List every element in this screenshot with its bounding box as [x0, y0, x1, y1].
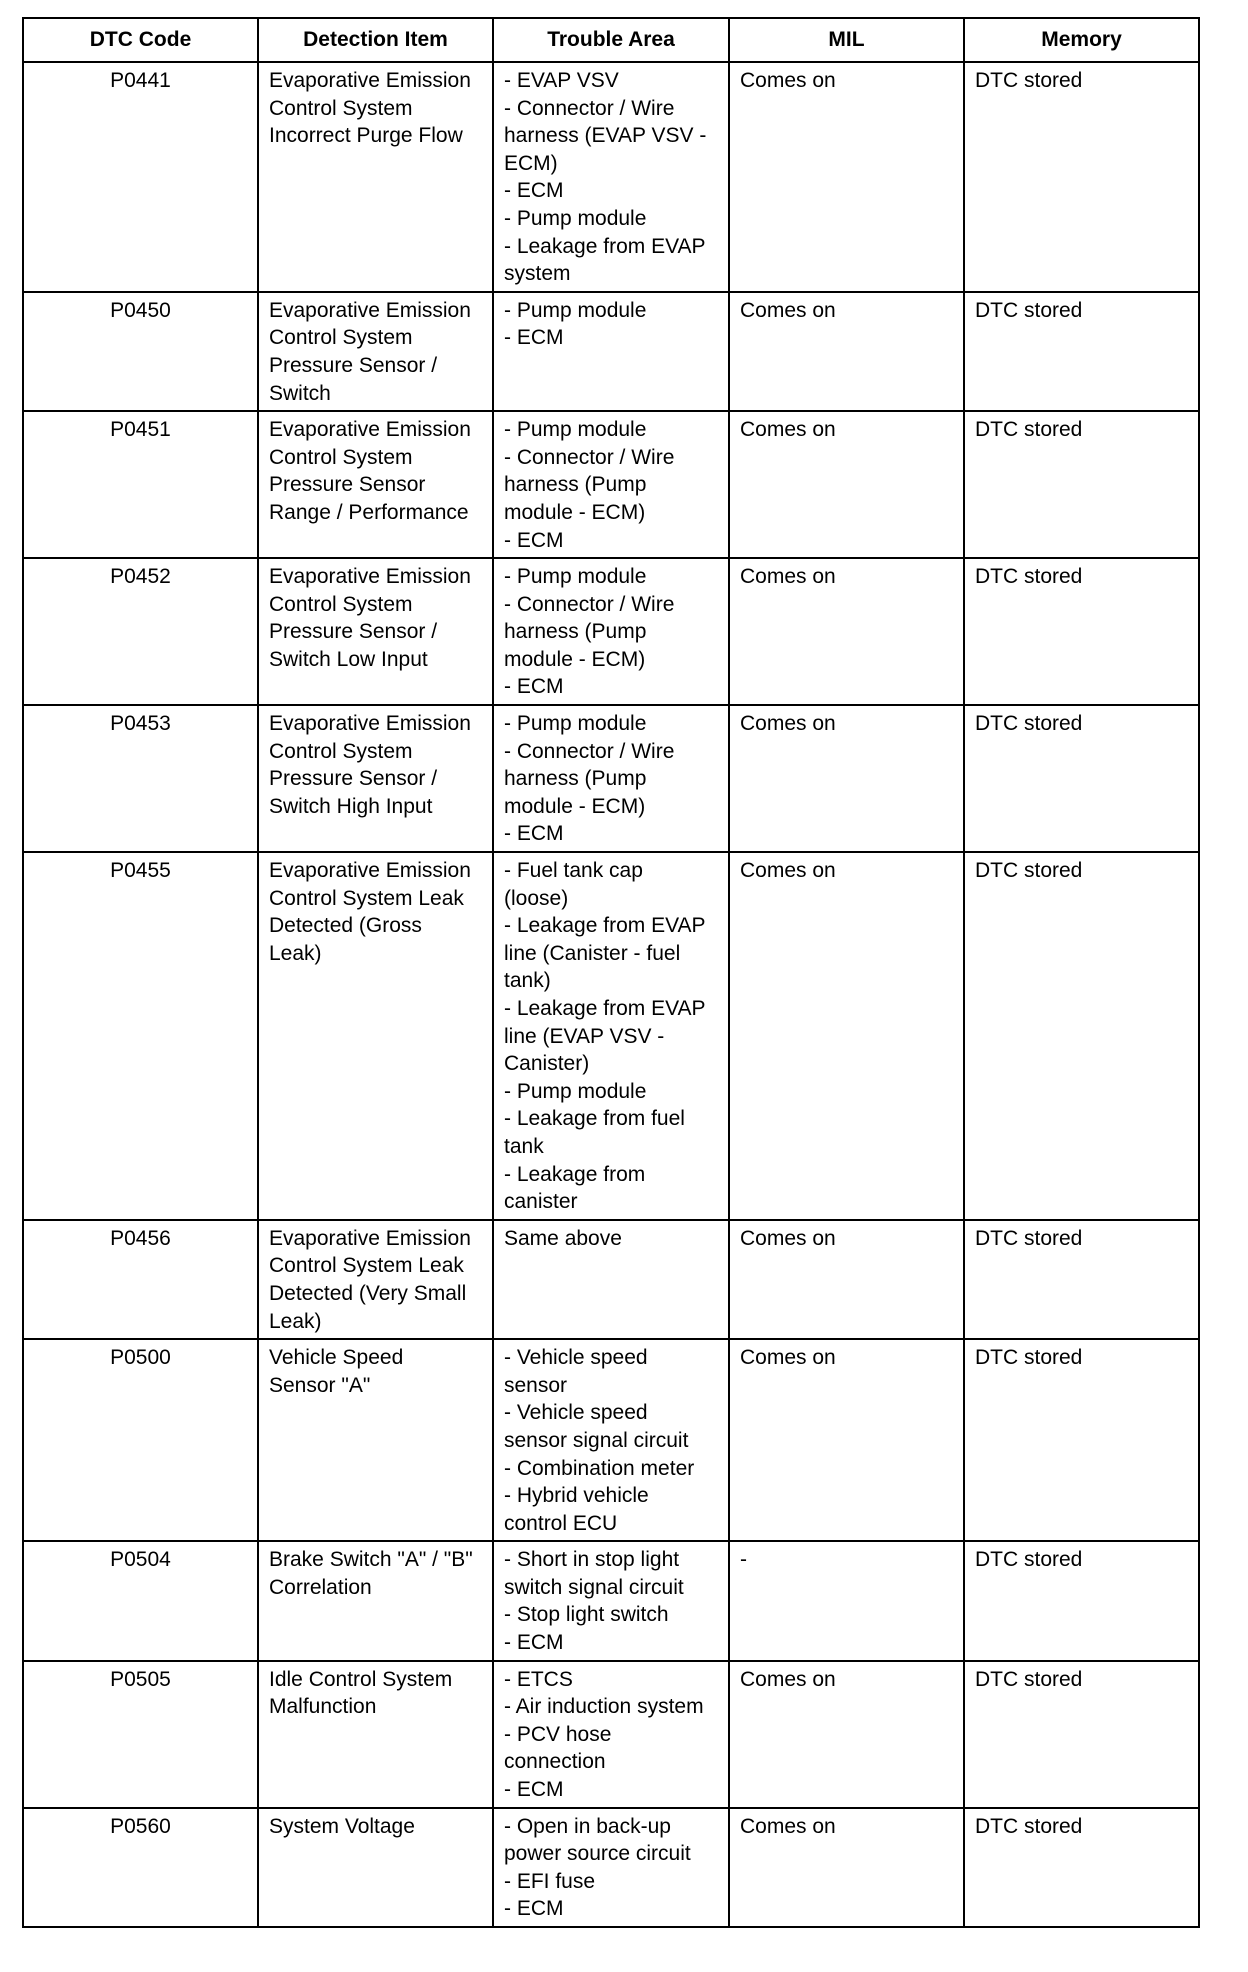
trouble-area-line: sensor	[504, 1373, 568, 1397]
table-row	[23, 705, 1199, 852]
detection-item-line: Control System Leak	[269, 886, 464, 910]
trouble-area-line: switch signal circuit	[504, 1575, 684, 1599]
dtc-code: P0455	[110, 859, 171, 883]
trouble-area-line: - Pump module	[504, 712, 647, 736]
detection-item-line: Evaporative Emission	[269, 1226, 471, 1250]
trouble-area-cell	[493, 292, 729, 411]
memory-cell	[964, 1808, 1199, 1927]
dtc-code: P0504	[110, 1548, 171, 1572]
dtc-code-cell	[23, 1661, 258, 1808]
trouble-area-cell	[493, 1220, 729, 1339]
trouble-area-cell	[493, 705, 729, 852]
memory-value: DTC stored	[975, 69, 1083, 92]
mil-cell	[729, 705, 964, 852]
detection-item-cell	[258, 1808, 493, 1927]
trouble-area-line: tank)	[504, 969, 551, 993]
mil-value: Comes on	[740, 565, 836, 589]
detection-item-cell	[258, 1220, 493, 1339]
trouble-area-line: connection	[504, 1750, 606, 1774]
memory-value: DTC stored	[975, 1814, 1083, 1838]
header-trouble-area: Trouble Area	[493, 18, 729, 62]
dtc-code: P0453	[110, 712, 171, 736]
detection-item-cell	[258, 1339, 493, 1541]
trouble-area-cell	[493, 411, 729, 558]
detection-item-line: Correlation	[269, 1575, 372, 1599]
trouble-area-line: power source circuit	[504, 1842, 691, 1866]
trouble-area-line: line (EVAP VSV -	[504, 1024, 665, 1048]
mil-value: Comes on	[740, 69, 836, 92]
trouble-area-line: - Vehicle speed	[504, 1401, 648, 1425]
trouble-area-line: harness (Pump	[504, 473, 647, 497]
dtc-code-cell	[23, 411, 258, 558]
detection-item-line: Incorrect Purge Flow	[269, 124, 463, 148]
dtc-code: P0456	[110, 1226, 171, 1250]
memory-value: DTC stored	[975, 418, 1083, 442]
trouble-area-line: - ETCS	[504, 1667, 573, 1691]
detection-item-line: Sensor "A"	[269, 1373, 371, 1397]
trouble-area-line: - Open in back-up	[504, 1814, 671, 1838]
memory-value: DTC stored	[975, 298, 1083, 322]
detection-item-line: System Voltage	[269, 1814, 415, 1838]
trouble-area-line: - Short in stop light	[504, 1548, 680, 1572]
detection-item-line: Evaporative Emission	[269, 859, 471, 883]
memory-cell	[964, 558, 1199, 705]
trouble-area-line: harness (Pump	[504, 767, 647, 791]
detection-item-line: Pressure Sensor /	[269, 767, 438, 791]
detection-item-line: Switch	[269, 381, 331, 405]
mil-cell	[729, 852, 964, 1220]
detection-item-line: Pressure Sensor /	[269, 353, 438, 377]
header-row	[23, 18, 1199, 62]
trouble-area-cell	[493, 1541, 729, 1660]
trouble-area-line: - Pump module	[504, 298, 647, 322]
trouble-area-line: - Connector / Wire	[504, 592, 675, 616]
trouble-area-line: - Leakage from	[504, 1162, 646, 1186]
trouble-area-line: ECM)	[504, 151, 558, 175]
detection-item-line: Detected (Gross	[269, 914, 422, 938]
trouble-area-line: - Combination meter	[504, 1456, 695, 1480]
detection-item-line: Evaporative Emission	[269, 565, 471, 589]
mil-cell	[729, 1808, 964, 1927]
detection-item-cell	[258, 411, 493, 558]
dtc-table	[22, 17, 1200, 1928]
dtc-code-cell	[23, 1339, 258, 1541]
mil-cell	[729, 558, 964, 705]
detection-item-line: Malfunction	[269, 1695, 377, 1719]
mil-value: Comes on	[740, 1226, 836, 1250]
detection-item-line: Evaporative Emission	[269, 298, 471, 322]
memory-cell	[964, 705, 1199, 852]
detection-item-line: Evaporative Emission	[269, 418, 471, 442]
table-row	[23, 1339, 1199, 1541]
mil-cell	[729, 411, 964, 558]
memory-cell	[964, 1541, 1199, 1660]
header-mil: MIL	[729, 18, 964, 62]
trouble-area-line: - ECM	[504, 528, 564, 552]
trouble-area-line: - ECM	[504, 1897, 564, 1921]
table-row	[23, 292, 1199, 411]
memory-value: DTC stored	[975, 712, 1083, 736]
detection-item-line: Idle Control System	[269, 1667, 453, 1691]
trouble-area-line: - Leakage from fuel	[504, 1107, 685, 1131]
dtc-code: P0560	[110, 1814, 171, 1838]
detection-item-line: Control System	[269, 739, 413, 763]
trouble-area-line: - ECM	[504, 326, 564, 350]
trouble-area-line: - Leakage from EVAP	[504, 997, 706, 1020]
mil-value: Comes on	[740, 1346, 836, 1370]
trouble-area-line: module - ECM)	[504, 647, 646, 671]
table-body	[23, 62, 1199, 1927]
dtc-code: P0452	[110, 565, 171, 589]
dtc-code-cell	[23, 1220, 258, 1339]
table-row	[23, 411, 1199, 558]
dtc-code: P0500	[110, 1346, 171, 1370]
detection-item-line: Pressure Sensor	[269, 473, 426, 497]
trouble-area-line: - Fuel tank cap	[504, 859, 643, 883]
trouble-area-line: - PCV hose	[504, 1722, 612, 1746]
trouble-area-line: - Pump module	[504, 418, 647, 442]
detection-item-line: Vehicle Speed	[269, 1346, 404, 1370]
detection-item-line: Control System	[269, 445, 413, 469]
trouble-area-line: - ECM	[504, 822, 564, 846]
trouble-area-line: - Leakage from EVAP	[504, 914, 706, 938]
detection-item-cell	[258, 705, 493, 852]
trouble-area-line: - ECM	[504, 179, 564, 203]
dtc-code-cell	[23, 852, 258, 1220]
trouble-area-line: tank	[504, 1134, 544, 1158]
trouble-area-line: canister	[504, 1190, 578, 1214]
mil-value: Comes on	[740, 298, 836, 322]
trouble-area-line: line (Canister - fuel	[504, 941, 681, 965]
mil-value: Comes on	[740, 712, 836, 736]
trouble-area-line: Canister)	[504, 1052, 590, 1076]
dtc-code: P0451	[110, 418, 171, 442]
trouble-area-line: - Stop light switch	[504, 1603, 669, 1627]
detection-item-cell	[258, 558, 493, 705]
memory-value: DTC stored	[975, 1667, 1083, 1691]
header-detection-item: Detection Item	[258, 18, 493, 62]
trouble-area-line: harness (Pump	[504, 620, 647, 644]
table-row	[23, 1661, 1199, 1808]
dtc-code: P0505	[110, 1667, 171, 1691]
mil-value: Comes on	[740, 1814, 836, 1838]
trouble-area-line: - EVAP VSV	[504, 69, 619, 92]
memory-value: DTC stored	[975, 1226, 1083, 1250]
memory-cell	[964, 1220, 1199, 1339]
dtc-code-cell	[23, 1808, 258, 1927]
detection-item-line: Control System	[269, 96, 413, 120]
trouble-area-line: - Vehicle speed	[504, 1346, 648, 1370]
detection-item-line: Leak)	[269, 1309, 322, 1333]
detection-item-line: Control System	[269, 592, 413, 616]
memory-cell	[964, 1339, 1199, 1541]
table-row	[23, 62, 1199, 292]
trouble-area-line: - Pump module	[504, 206, 647, 230]
trouble-area-line: - Connector / Wire	[504, 739, 675, 763]
detection-item-cell	[258, 62, 493, 292]
trouble-area-line: module - ECM)	[504, 794, 646, 818]
dtc-code-cell	[23, 558, 258, 705]
memory-cell	[964, 292, 1199, 411]
detection-item-line: Evaporative Emission	[269, 712, 471, 736]
mil-cell	[729, 1541, 964, 1660]
table-row	[23, 852, 1199, 1220]
dtc-code-cell	[23, 292, 258, 411]
trouble-area-line: - Pump module	[504, 565, 647, 589]
trouble-area-line: (loose)	[504, 886, 569, 910]
mil-cell	[729, 62, 964, 292]
detection-item-line: Leak)	[269, 941, 322, 965]
detection-item-line: Evaporative Emission	[269, 69, 471, 92]
trouble-area-line: - Pump module	[504, 1079, 647, 1103]
memory-value: DTC stored	[975, 1548, 1083, 1572]
trouble-area-cell	[493, 1339, 729, 1541]
trouble-area-line: module - ECM)	[504, 500, 646, 524]
memory-cell	[964, 1661, 1199, 1808]
detection-item-cell	[258, 1661, 493, 1808]
trouble-area-cell	[493, 62, 729, 292]
trouble-area-line: system	[504, 262, 571, 286]
trouble-area-line: - Hybrid vehicle	[504, 1484, 649, 1508]
trouble-area-line: Same above	[504, 1226, 622, 1250]
detection-item-line: Control System	[269, 326, 413, 350]
detection-item-cell	[258, 1541, 493, 1660]
trouble-area-line: - Air induction system	[504, 1695, 704, 1719]
mil-value: Comes on	[740, 859, 836, 883]
mil-value: Comes on	[740, 418, 836, 442]
mil-cell	[729, 1661, 964, 1808]
memory-cell	[964, 62, 1199, 292]
trouble-area-line: - ECM	[504, 675, 564, 699]
memory-value: DTC stored	[975, 565, 1083, 589]
table-row	[23, 1808, 1199, 1927]
trouble-area-line: - ECM	[504, 1778, 564, 1802]
detection-item-cell	[258, 852, 493, 1220]
dtc-code: P0450	[110, 298, 171, 322]
trouble-area-cell	[493, 1661, 729, 1808]
memory-cell	[964, 411, 1199, 558]
memory-cell	[964, 852, 1199, 1220]
trouble-area-line: - ECM	[504, 1631, 564, 1655]
trouble-area-cell	[493, 558, 729, 705]
header-memory: Memory	[964, 18, 1199, 62]
detection-item-cell	[258, 292, 493, 411]
mil-value: Comes on	[740, 1667, 836, 1691]
mil-cell	[729, 1220, 964, 1339]
detection-item-line: Range / Performance	[269, 500, 469, 524]
trouble-area-line: harness (EVAP VSV -	[504, 124, 707, 148]
trouble-area-line: sensor signal circuit	[504, 1428, 689, 1452]
trouble-area-line: - Leakage from EVAP	[504, 234, 706, 258]
detection-item-line: Pressure Sensor /	[269, 620, 438, 644]
dtc-code-cell	[23, 1541, 258, 1660]
memory-value: DTC stored	[975, 1346, 1083, 1370]
mil-cell	[729, 1339, 964, 1541]
mil-cell	[729, 292, 964, 411]
table-row	[23, 1541, 1199, 1660]
dtc-code-cell	[23, 62, 258, 292]
trouble-area-line: - Connector / Wire	[504, 96, 675, 120]
header-dtc-code: DTC Code	[23, 18, 258, 62]
dtc-code: P0441	[110, 69, 171, 92]
trouble-area-cell	[493, 1808, 729, 1927]
trouble-area-cell	[493, 852, 729, 1220]
detection-item-line: Switch High Input	[269, 794, 433, 818]
trouble-area-line: - EFI fuse	[504, 1869, 596, 1893]
dtc-code-cell	[23, 705, 258, 852]
memory-value: DTC stored	[975, 859, 1083, 883]
detection-item-line: Control System Leak	[269, 1254, 464, 1278]
detection-item-line: Brake Switch "A" / "B"	[269, 1548, 473, 1572]
trouble-area-line: - Connector / Wire	[504, 445, 675, 469]
detection-item-line: Switch Low Input	[269, 647, 428, 671]
table-row	[23, 1220, 1199, 1339]
trouble-area-line: control ECU	[504, 1511, 618, 1535]
mil-value: -	[740, 1548, 747, 1572]
detection-item-line: Detected (Very Small	[269, 1281, 467, 1305]
table-row	[23, 558, 1199, 705]
